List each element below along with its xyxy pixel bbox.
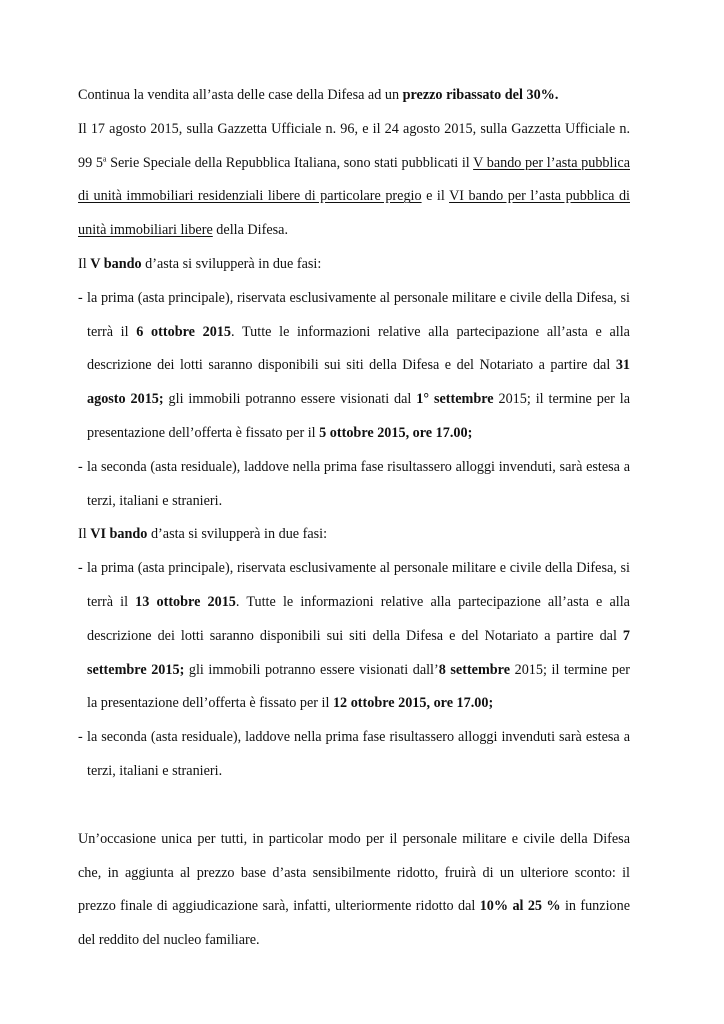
- bando-vi-fase-1-t2: . Tutte le informazioni relative alla partecipazione all’asta e alla descrizione dei lotti saranno disponibili sui siti della Difesa e del Notariato a partire dal: [87, 593, 630, 644]
- document-page: [78, 79, 630, 958]
- extra-discount-range: 10% al 25 %: [479, 898, 561, 915]
- bando-vi-fase-1-text: [87, 552, 630, 721]
- bando-vi-link[interactable]: VI bando per l’asta pubblica di unità immobiliari libere: [78, 188, 630, 239]
- bando-vi-info-date: 7 settembre 2015;: [87, 627, 630, 678]
- publication-text-2: Serie Speciale della Repubblica Italiana, sono stati pubblicati il: [106, 154, 474, 171]
- list-dash: -: [78, 458, 83, 475]
- discount-highlight: prezzo ribassato del 30%.: [402, 87, 559, 103]
- paragraph-spacer: [78, 789, 630, 823]
- bando-vi-fase-2: [78, 721, 630, 789]
- bando-vi-fase-1: [78, 552, 630, 721]
- conclusion-text-2: in funzione del reddito del nucleo familiare.: [78, 898, 630, 949]
- bando-v-fase-2: [78, 451, 630, 519]
- bando-vi-visit-date: 8 settembre: [438, 661, 511, 678]
- bando-vi-deadline: 12 ottobre 2015, ore 17.00;: [332, 695, 494, 712]
- publication-text-4: della Difesa.: [212, 222, 288, 239]
- bando-v-fase-1: [78, 282, 630, 451]
- conclusion-text-1: Un’occasione unica per tutti, in particolar modo per il personale militare e civile della Difesa che, in aggiunta al prezzo base d’asta sensibilmente ridotto, fruirà di un ulteriore sconto: il prezzo finale di aggiudicazione sarà, infatti, ulteriormente ridotto dal: [78, 830, 630, 915]
- bando-v-visit-date: 1° settembre: [416, 391, 494, 408]
- bando-v-deadline: 5 ottobre 2015, ore 17.00;: [319, 424, 473, 441]
- bando-v-heading: [78, 248, 630, 282]
- bando-v-fase-1-text: [87, 282, 630, 451]
- ordinal-superscript: a: [102, 153, 107, 163]
- bando-v-fase-1-t1: la prima (asta principale), riservata esclusivamente al personale militare e civile della Difesa, si terrà il: [87, 289, 630, 340]
- intro-text: Continua la vendita all’asta delle case della Difesa ad un: [78, 87, 403, 103]
- bando-vi-heading-pre: Il: [78, 526, 91, 543]
- bando-vi-heading: [78, 518, 630, 552]
- bando-vi-fase-1-t1: la prima (asta principale), riservata esclusivamente al personale militare e civile della Difesa, si terrà il: [87, 560, 630, 610]
- intro-paragraph: [78, 79, 630, 113]
- bando-v-heading-post: d’asta si svilupperà in due fasi:: [141, 255, 322, 272]
- bando-vi-heading-bold: VI bando: [90, 526, 148, 543]
- bando-v-link[interactable]: V bando per l’asta pubblica di unità immobiliari residenziali libere di particolare pregio: [78, 154, 630, 205]
- bando-vi-fase-1-t4: 2015; il termine per la presentazione dell’offerta è fissato per il: [87, 661, 630, 712]
- bando-vi-heading-post: d’asta si svilupperà in due fasi:: [147, 526, 328, 543]
- publication-text-1: Il 17 agosto 2015, sulla Gazzetta Ufficiale n. 96, e il 24 agosto 2015, sulla Gazzetta Ufficiale n. 99 5: [78, 120, 630, 171]
- publication-paragraph: [78, 113, 630, 248]
- bando-v-fase-2-text: la seconda (asta residuale), laddove nella prima fase risultassero alloggi invenduti, sarà estesa a terzi, italiani e stranieri.: [87, 458, 630, 509]
- list-dash: -: [78, 560, 83, 577]
- conclusion-paragraph: [78, 823, 630, 958]
- bando-vi-auction-date: 13 ottobre 2015: [135, 593, 236, 610]
- bando-v-auction-date: 6 ottobre 2015: [136, 323, 231, 340]
- bando-v-fase-1-t2: . Tutte le informazioni relative alla partecipazione all’asta e alla descrizione dei lotti saranno disponibili sui siti della Difesa e del Notariato a partire dal: [87, 323, 630, 374]
- bando-v-heading-pre: Il: [78, 255, 91, 272]
- list-dash: -: [78, 729, 83, 746]
- bando-vi-fase-2-text: la seconda (asta residuale), laddove nella prima fase risultassero alloggi invenduti sarà estesa a terzi, italiani e stranieri.: [87, 729, 630, 779]
- bando-v-info-date: 31 agosto 2015;: [87, 357, 630, 408]
- bando-v-fase-1-t4: 2015; il termine per la presentazione dell’offerta è fissato per il: [87, 391, 630, 441]
- bando-v-fase-1-t3: gli immobili potranno essere visionati dal: [163, 391, 417, 408]
- list-dash: -: [78, 289, 83, 306]
- bando-vi-fase-1-t3: gli immobili potranno essere visionati dall’: [184, 661, 439, 678]
- publication-text-3: e il: [421, 188, 450, 205]
- bando-v-heading-bold: V bando: [90, 255, 142, 272]
